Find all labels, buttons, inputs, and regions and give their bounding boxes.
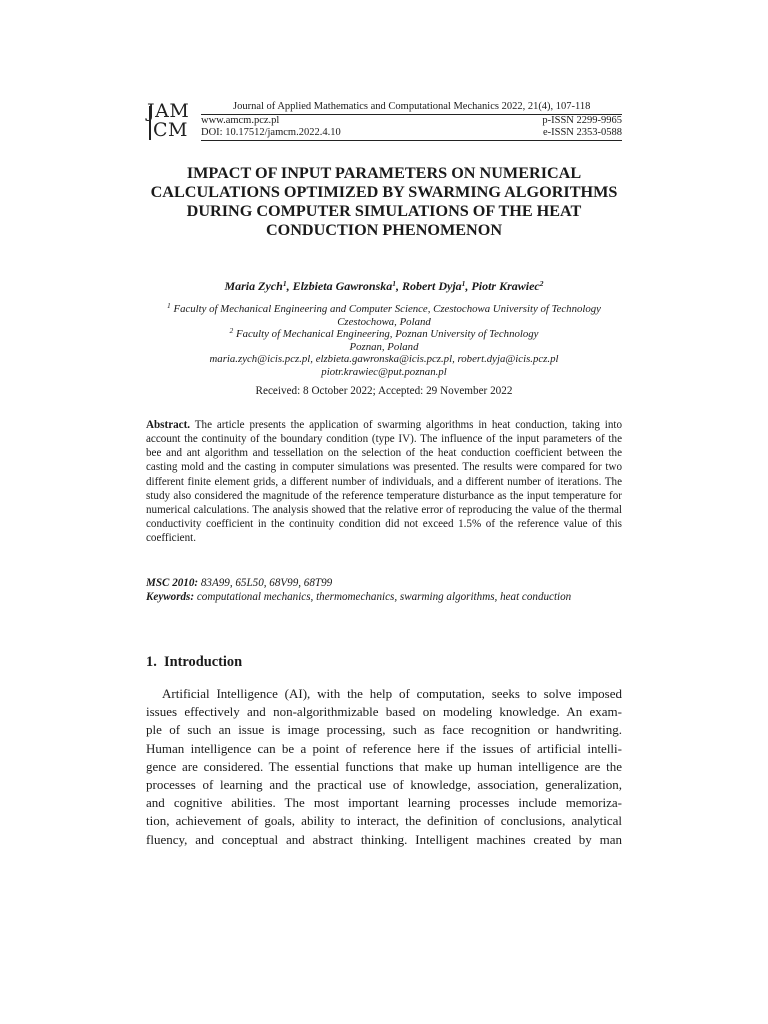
section-number: 1. [146, 654, 157, 670]
affiliation-text: Faculty of Mechanical Engineering, Poznan University of Technology [236, 328, 539, 340]
title-line: CALCULATIONS OPTIMIZED BY SWARMING ALGORITHMS [150, 183, 618, 201]
body-line: processes of learning and the practical use of knowledge, association, generalization, [146, 777, 622, 793]
logo-bottom-letters: CM [153, 119, 188, 141]
keywords [146, 590, 622, 604]
header-row-doi [201, 127, 622, 138]
abstract-label: Abstract. [146, 419, 191, 431]
doi-link[interactable]: DOI: 10.17512/jamcm.2022.4.10 [201, 127, 341, 138]
author-separator: , [286, 279, 293, 293]
body-line: fluency, and conceptual and abstract thinking. Intelligent machines created by man [146, 831, 622, 847]
keywords-label: Keywords: [146, 591, 195, 603]
paper-title [146, 164, 622, 240]
author-separator: , [465, 279, 472, 293]
journal-citation: Journal of Applied Mathematics and Computational Mechanics 2022, 21(4), 107-118 [233, 101, 591, 112]
received-dates: Received: 8 October 2022; Accepted: 29 November 2022 [255, 385, 513, 397]
msc-label: MSC 2010: [146, 577, 199, 589]
msc-classification [146, 576, 622, 590]
body-line: Artificial Intelligence (AI), with the help of computation, seeks to solve imposed [162, 686, 622, 701]
body-line: Human intelligence can be a point of reference here if the issues of artificial intelli- [146, 740, 622, 756]
author-affiliation-mark: 1 [461, 279, 466, 288]
journal-website-link[interactable]: www.amcm.pcz.pl [201, 115, 280, 126]
affiliation-text: Faculty of Mechanical Engineering and Computer Science, Czestochowa University of Technology [173, 303, 601, 315]
affiliation-2 [146, 328, 622, 341]
author-separator: , [396, 279, 402, 293]
affiliation-mark: 1 [167, 301, 171, 310]
author-name: Elzbieta Gawronska [292, 279, 393, 293]
msc-codes: 83A99, 65L50, 68V99, 68T99 [200, 577, 333, 589]
title-line: CONDUCTION PHENOMENON [265, 221, 503, 239]
section-heading [146, 654, 242, 671]
author-affiliation-mark: 1 [282, 279, 287, 288]
title-line: IMPACT OF INPUT PARAMETERS ON NUMERICAL [186, 164, 582, 182]
title-line: DURING COMPUTER SIMULATIONS OF THE HEAT [186, 202, 582, 220]
author-name: Maria Zych [224, 279, 283, 293]
body-line: gence are considered. The essential functions that make up human intelligence are the [146, 758, 622, 774]
author-name: Piotr Krawiec [471, 279, 540, 293]
body-line: and cognitive abilities. The most important learning processes include memoriza- [146, 795, 622, 811]
journal-logo [147, 102, 199, 144]
affiliation-1-location: Czestochowa, Poland [337, 316, 431, 328]
author-email-2[interactable]: piotr.krawiec@put.poznan.pl [321, 366, 447, 378]
body-line: tion, achievement of goals, ability to interact, the definition of conclusions, analytical [146, 813, 622, 829]
abstract [146, 418, 622, 545]
logo-top-letters: JAM [147, 100, 190, 122]
body-line: issues effectively and non-algorithmizable based on modeling knowledge. An exam- [146, 704, 622, 720]
author-affiliation-mark: 2 [539, 279, 544, 288]
header-row-website [201, 115, 622, 126]
affiliation-mark: 2 [229, 326, 234, 335]
author-affiliation-mark: 1 [392, 279, 396, 288]
abstract-text: The article presents the application of swarming algorithms in heat conduction, taking into account the continuity of the boundary condition (type IV). The influence of the input parameters of the bee and ant algorithm and tessellation on the selection of the heat conduction coefficient between the casting mold and the casting in computer simulations was presented. The results were compared for two different finite element grids, a different number of individuals, and a different number of iterations. The study also considered the magnitude of the reference temperature disturbance as the input temperature for numerical calculations. The analysis showed that the relative error of reproducing the value of the thermal conductivity coefficient in the continuity condition did not exceed 1.5% of the reference value of this coefficient. [146, 419, 623, 545]
author-name: Robert Dyja [402, 279, 462, 293]
section-title: Introduction [164, 654, 243, 670]
introduction-paragraph [146, 685, 622, 849]
p-issn: p-ISSN 2299-9965 [542, 115, 622, 126]
affiliation-1 [146, 303, 622, 316]
e-issn: e-ISSN 2353-0588 [542, 127, 622, 138]
header-rule-bottom [201, 140, 622, 141]
keywords-text: computational mechanics, thermomechanics, swarming algorithms, heat conduction [196, 591, 572, 603]
affiliation-2-location: Poznan, Poland [349, 341, 419, 353]
author-list [146, 279, 622, 294]
body-line: ple of such an issue is image processing, such as face recognition or handwriting. [146, 722, 622, 738]
author-emails[interactable]: maria.zych@icis.pcz.pl, elzbieta.gawronska@icis.pcz.pl, robert.dyja@icis.pcz.pl [209, 353, 559, 365]
